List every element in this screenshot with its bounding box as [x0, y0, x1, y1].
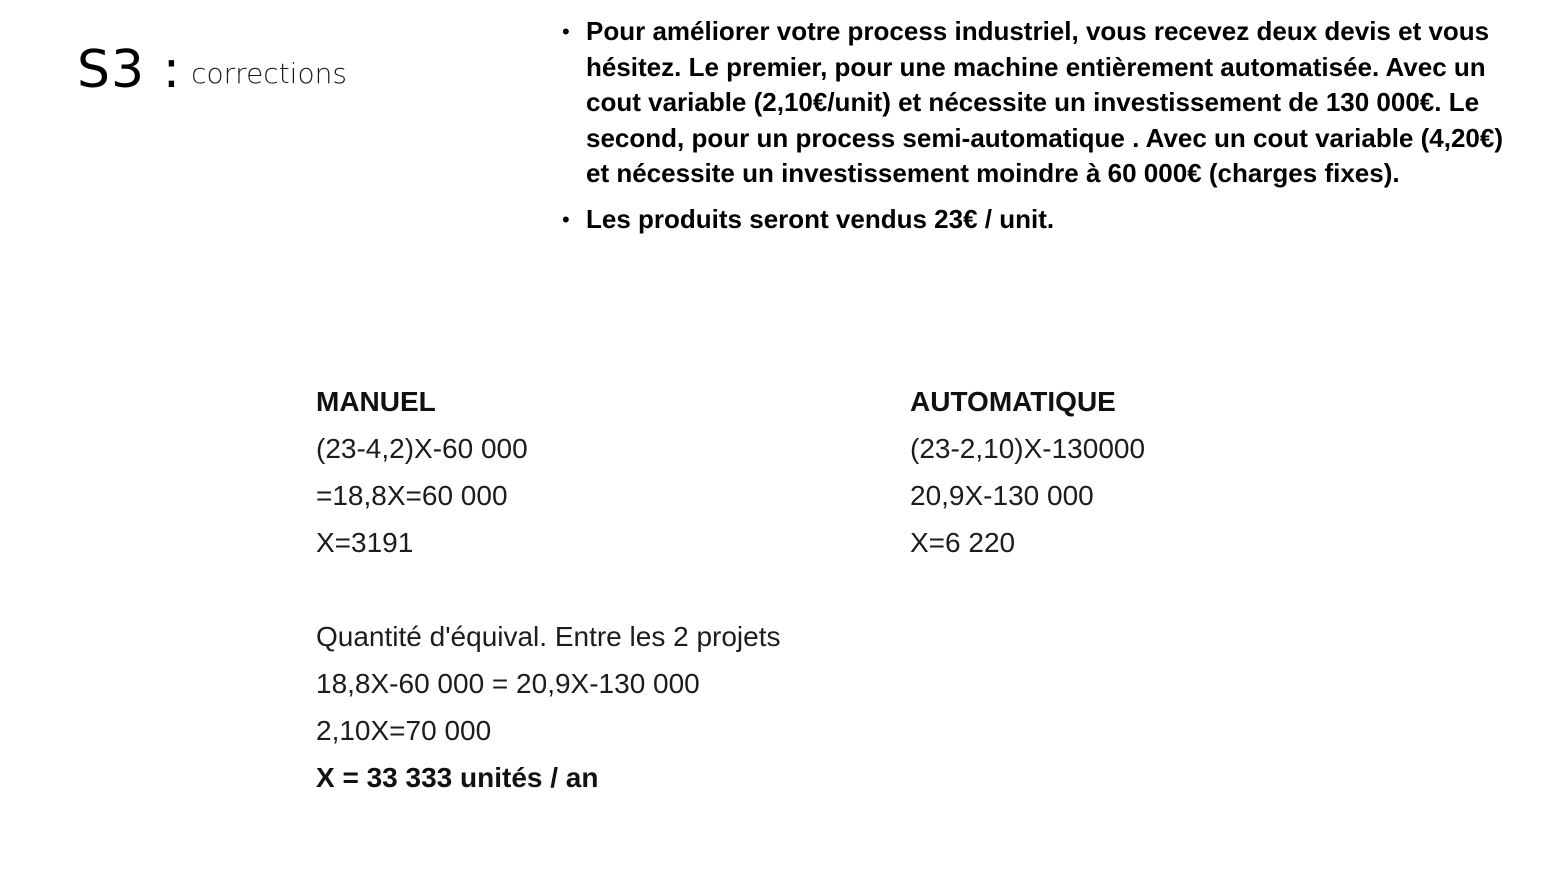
problem-statement-list [562, 14, 1522, 247]
slide-title [77, 40, 347, 100]
bullet-text-price: Les produits seront vendus 23€ / unit. [586, 203, 1055, 234]
automatic-calculation [910, 378, 1145, 566]
bullet-item-price [562, 202, 1522, 238]
automatic-heading: AUTOMATIQUE [910, 386, 1116, 417]
bullet-item-problem [562, 14, 1522, 192]
bullet-dot-icon: • [562, 206, 570, 232]
slide-title-sub: corrections [191, 57, 347, 90]
manual-line: X=3191 [316, 527, 414, 558]
equivalence-calculation [316, 613, 781, 801]
equivalence-line: 2,10X=70 000 [316, 715, 492, 746]
manual-line: =18,8X=60 000 [316, 480, 508, 511]
bullet-dot-icon: • [562, 19, 570, 44]
automatic-line: X=6 220 [910, 527, 1016, 558]
manual-calculation [316, 378, 528, 566]
manual-line: (23-4,2)X-60 000 [316, 433, 528, 464]
bullet-text-problem: Pour améliorer votre process industriel, vous recevez deux devis et vous hésitez. Le premier, pour une machine entièrement automatisée. Avec un cout variable (2,10€/unit) et nécessite un investissement de 130 000€. Le second, pour un process semi-automatique . Avec un cout variable (4,20€) et nécessite un investissement moindre à 60 000€ (charges fixes). [586, 16, 1503, 188]
equivalence-line: Quantité d'équival. Entre les 2 projets [316, 621, 781, 652]
equivalence-line: 18,8X-60 000 = 20,9X-130 000 [316, 668, 700, 699]
equivalence-result: X = 33 333 unités / an [316, 762, 599, 793]
slide-title-main: S3 : [77, 40, 182, 100]
automatic-line: 20,9X-130 000 [910, 480, 1094, 511]
manual-heading: MANUEL [316, 386, 436, 417]
automatic-line: (23-2,10)X-130000 [910, 433, 1146, 464]
